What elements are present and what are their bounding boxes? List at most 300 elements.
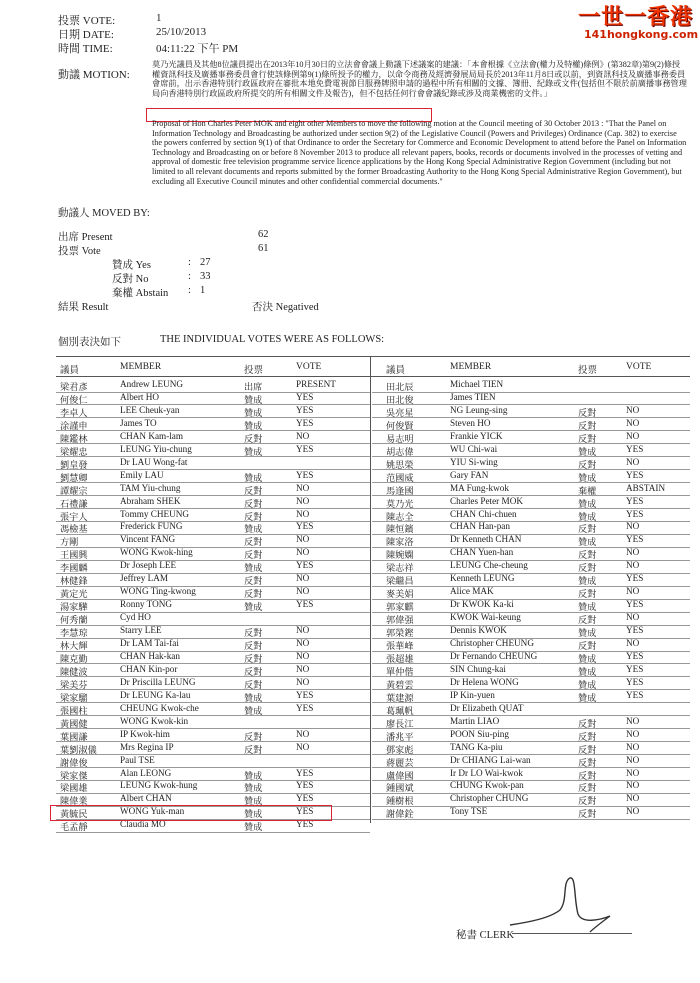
member-name-en: WONG Kwok-kin (120, 715, 189, 726)
member-name-en: CHUNG Kwok-pan (450, 780, 524, 791)
vote-en: YES (296, 443, 314, 454)
member-name-zh: 李國麟 (60, 563, 88, 574)
vote-zh: 反對 (578, 420, 597, 431)
vote-zh: 反對 (578, 589, 597, 600)
member-name-zh: 鍾國斌 (386, 783, 414, 794)
header-zh-vote-right: 投票 (578, 366, 598, 376)
vote-zh: 贊成 (244, 692, 263, 703)
table-row (372, 483, 690, 497)
vote-en: YES (296, 417, 314, 428)
table-row (372, 806, 690, 820)
member-name-en: WONG Yuk-man (120, 806, 185, 817)
vote-en: NO (626, 728, 640, 739)
table-row (372, 573, 690, 587)
member-name-en: IP Kin-yuen (450, 689, 495, 700)
member-name-en: CHAN Han-pan (450, 521, 510, 532)
vote-zh: 反對 (244, 537, 263, 548)
member-name-zh: 郭偉强 (386, 615, 414, 626)
vote-en: YES (626, 495, 644, 506)
vote-en: NO (626, 612, 640, 623)
table-row (56, 483, 370, 497)
member-name-zh: 張超雄 (386, 653, 414, 664)
member-name-en: James TIEN (450, 391, 496, 402)
member-name-en: Dr Joseph LEE (120, 560, 177, 571)
vote-en: NO (626, 586, 640, 597)
moved-by-label: 動議人 MOVED BY: (58, 208, 150, 219)
member-name-zh: 潘兆平 (386, 731, 414, 742)
member-name-zh: 謝偉銓 (386, 809, 414, 820)
yes-count: 27 (200, 257, 211, 268)
vote-zh: 贊成 (244, 796, 263, 807)
member-name-zh: 李慧琼 (60, 628, 88, 639)
member-name-zh: 胡志偉 (386, 446, 414, 457)
vote-en: NO (626, 430, 640, 441)
vote-en: YES (626, 599, 644, 610)
vote-zh: 贊成 (244, 705, 263, 716)
present-label: 出席 Present (58, 232, 113, 243)
member-name-en: WONG Kwok-hing (120, 547, 193, 558)
motion-zh-main: 莫乃光議員及其他8位議員提出在2013年10月30日的立法會會議上動議下述議案的建議：「本會根據《立法會(權力及特權)條例》(第382章)第9(2)條授權資訊科技及廣播事務委員會行使該條例第9(1)條所授予的權力，以命令商務及經濟發展局局長於2013年11月8日或以前，到資訊科技及廣播事務委員會席前，出示香港特別行政區政府在審批本地免費電視節目服務牌照申請的過程中所有相關的文據、簿冊、紀錄或文件(包括但不限於前廣播事務管理局向香港特別行政區政府所提交的所有相關文件及報告)， (152, 60, 687, 98)
table-row (56, 586, 370, 600)
member-name-zh: 劉慧卿 (60, 472, 88, 483)
member-name-en: Dennis KWOK (450, 625, 507, 636)
table-row (56, 521, 370, 535)
member-name-en: Alice MAK (450, 586, 494, 597)
header-zh-member-right: 議員 (386, 366, 406, 376)
header-vote-right: VOTE (626, 362, 652, 372)
vote-en: NO (296, 430, 310, 441)
member-name-zh: 葉劉淑儀 (60, 744, 97, 755)
member-name-zh: 盧偉國 (386, 770, 414, 781)
vote-zh: 反對 (578, 524, 597, 535)
table-row (56, 729, 370, 743)
vote-en: YES (296, 806, 314, 817)
member-name-en: Ir Dr LO Wai-kwok (450, 767, 523, 778)
member-name-en: Dr LAM Tai-fai (120, 638, 179, 648)
vote-zh: 反對 (244, 679, 263, 690)
member-name-en: Dr LAU Wong-fat (120, 456, 188, 467)
vote-zh: 贊成 (578, 692, 597, 703)
vote-zh: 贊成 (578, 628, 597, 639)
table-row (372, 496, 690, 510)
row-rule (372, 819, 690, 820)
header-zh-member-left: 議員 (60, 366, 80, 376)
vote-zh: 反對 (578, 718, 597, 729)
member-name-zh: 何俊賢 (386, 420, 414, 431)
member-name-en: Michael TIEN (450, 379, 504, 389)
vote-en: YES (296, 391, 314, 402)
vote-en: NO (296, 728, 310, 739)
member-name-zh: 黃碧雲 (386, 679, 414, 690)
table-row (372, 755, 690, 769)
member-name-zh: 梁耀忠 (60, 446, 88, 457)
vote-zh: 贊成 (578, 679, 597, 690)
table-row (56, 392, 370, 406)
member-name-en: NG Leung-sing (450, 404, 508, 415)
vote-zh: 贊成 (244, 563, 263, 574)
member-name-zh: 梁國雄 (60, 783, 88, 794)
member-name-zh: 葉建源 (386, 692, 414, 703)
vote-en: NO (626, 547, 640, 558)
vote-zh: 反對 (578, 783, 597, 794)
table-row (372, 612, 690, 626)
member-name-en: Dr CHIANG Lai-wan (450, 754, 531, 765)
vote-zh: 贊成 (578, 537, 597, 548)
member-name-en: CHAN Yuen-han (450, 547, 514, 558)
table-row (56, 457, 370, 471)
member-name-en: James TO (120, 417, 157, 428)
colon: : (188, 257, 191, 268)
member-name-en: Steven HO (450, 417, 491, 428)
vote-zh: 反對 (578, 550, 597, 561)
logo-brand: 一世一香港 (578, 5, 694, 30)
no-count: 33 (200, 271, 211, 282)
vote-en: NO (626, 417, 640, 428)
member-name-en: CHEUNG Kwok-che (120, 702, 199, 713)
vote-zh: 贊成 (244, 524, 263, 535)
table-row (56, 547, 370, 561)
member-name-en: CHAN Kin-por (120, 663, 178, 674)
table-row (56, 418, 370, 432)
vote-en: NO (296, 676, 310, 687)
member-name-en: Gary FAN (450, 469, 489, 480)
logo-site: 141hongkong.com (584, 28, 699, 41)
table-row (56, 379, 370, 393)
table-row (372, 509, 690, 523)
table-row (56, 755, 370, 769)
member-name-zh: 葛珮帆 (386, 705, 414, 716)
member-name-zh: 廖長江 (386, 718, 414, 729)
table-row (56, 573, 370, 587)
member-name-zh: 張華峰 (386, 641, 414, 651)
member-name-en: POON Siu-ping (450, 728, 509, 739)
member-name-en: Abraham SHEK (120, 495, 181, 506)
clerk-label: 秘書 CLERK (456, 930, 515, 941)
member-name-en: Martin LIAO (450, 715, 500, 726)
table-top-rule (56, 356, 690, 357)
colon: : (188, 271, 191, 282)
vote-zh: 反對 (578, 770, 597, 781)
table-row (56, 768, 370, 782)
member-name-zh: 陳偉業 (60, 796, 88, 807)
vote-zh: 反對 (244, 498, 263, 509)
table-row (372, 780, 690, 794)
table-row (372, 742, 690, 756)
date-label: 日期 DATE: (58, 29, 114, 41)
table-row (372, 405, 690, 419)
table-row (372, 444, 690, 458)
member-name-en: WONG Ting-kwong (120, 586, 196, 597)
header-zh-vote-left: 投票 (244, 366, 264, 376)
member-name-en: LEUNG Kwok-hung (120, 780, 198, 791)
vote-en: NO (296, 638, 310, 648)
table-row (372, 677, 690, 691)
vote-en: YES (626, 625, 644, 636)
table-row (372, 431, 690, 445)
vote-en: NO (296, 508, 310, 519)
member-name-zh: 陳恒鑌 (386, 524, 414, 535)
table-row (372, 651, 690, 665)
table-row (56, 677, 370, 691)
table-row (56, 612, 370, 626)
vote-zh: 反對 (578, 731, 597, 742)
highlight-box-wong-yuk-man (50, 805, 332, 821)
vote-zh: 反對 (578, 744, 597, 755)
member-name-en: TANG Ka-piu (450, 741, 503, 752)
table-row (372, 625, 690, 639)
member-name-zh: 陳健波 (60, 666, 88, 677)
vote-zh: 反對 (578, 641, 597, 651)
member-name-en: Cyd HO (120, 612, 151, 623)
member-name-en: TAM Yiu-chung (120, 482, 181, 493)
vote-en: NO (296, 741, 310, 752)
member-name-zh: 方剛 (60, 537, 79, 548)
individual-heading-zh: 個別表決如下 (58, 337, 121, 348)
vote-zh: 出席 (244, 382, 263, 392)
table-row (56, 405, 370, 419)
member-name-zh: 陳克勤 (60, 653, 88, 664)
table-row (56, 780, 370, 794)
vote-en: YES (296, 702, 314, 713)
table-row (56, 664, 370, 678)
table-row (56, 509, 370, 523)
vote-number-value: 1 (156, 12, 162, 24)
table-row (372, 418, 690, 432)
vote-en: ABSTAIN (626, 482, 666, 493)
member-name-en: Charles Peter MOK (450, 495, 523, 506)
member-name-en: CHAN Hak-kan (120, 650, 180, 661)
table-row (372, 768, 690, 782)
member-name-zh: 王國興 (60, 550, 88, 561)
vote-en: YES (626, 534, 644, 545)
vote-zh: 反對 (244, 550, 263, 561)
member-name-en: Kenneth LEUNG (450, 573, 515, 584)
member-name-zh: 鄧家彪 (386, 744, 414, 755)
table-row (372, 599, 690, 613)
vote-en: NO (626, 741, 640, 752)
vote-en: PRESENT (296, 379, 336, 389)
vote-zh: 反對 (244, 731, 263, 742)
member-name-en: Albert HO (120, 391, 160, 402)
member-name-en: Andrew LEUNG (120, 379, 184, 389)
member-name-en: SIN Chung-kai (450, 663, 506, 674)
member-name-zh: 易志明 (386, 433, 414, 444)
member-name-en: Claudia MO (120, 819, 166, 830)
abstain-label: 棄權 Abstain (112, 288, 169, 299)
member-name-zh: 張國柱 (60, 705, 88, 716)
vote-en: NO (626, 456, 640, 467)
vote-en: NO (626, 638, 640, 648)
table-row (372, 793, 690, 807)
member-name-en: Dr Kenneth CHAN (450, 534, 522, 545)
vote-zh: 反對 (578, 809, 597, 820)
member-name-zh: 陳志全 (386, 511, 414, 522)
vote-en: YES (296, 780, 314, 791)
table-row (56, 431, 370, 445)
member-name-en: Tony TSE (450, 806, 488, 817)
vote-en: NO (626, 767, 640, 778)
member-name-en: MA Fung-kwok (450, 482, 509, 493)
abstain-count: 1 (200, 285, 206, 296)
member-name-zh: 黃定光 (60, 589, 88, 600)
member-name-zh: 何俊仁 (60, 394, 88, 405)
member-name-en: Christopher CHEUNG (450, 638, 534, 648)
vote-en: YES (296, 404, 314, 415)
table-row (372, 664, 690, 678)
member-name-zh: 黃毓民 (60, 809, 88, 820)
vote-en: NO (626, 754, 640, 765)
table-row (372, 716, 690, 730)
vote-zh: 贊成 (244, 822, 263, 833)
member-name-en: Dr Priscilla LEUNG (120, 676, 196, 687)
vote-zh: 贊成 (578, 576, 597, 587)
vote-zh: 贊成 (244, 420, 263, 431)
result-value: 否決 Negatived (252, 302, 319, 313)
table-row (56, 444, 370, 458)
vote-zh: 贊成 (244, 602, 263, 613)
vote-number-label: 投票 VOTE: (58, 15, 116, 27)
vote-en: YES (626, 573, 644, 584)
member-name-en: CHAN Kam-lam (120, 430, 184, 441)
header-member-right: MEMBER (450, 362, 492, 372)
vote-zh: 反對 (244, 485, 263, 496)
vote-zh: 贊成 (244, 472, 263, 483)
site-logo (578, 0, 699, 48)
vote-en: YES (626, 676, 644, 687)
member-name-en: Vincent FANG (120, 534, 176, 545)
member-name-zh: 姚思榮 (386, 459, 414, 470)
member-name-en: Starry LEE (120, 625, 162, 636)
member-name-zh: 黃國健 (60, 718, 88, 729)
time-value: 04:11:22 下午 PM (156, 43, 239, 55)
motion-text-en: Proposal of Hon Charles Peter MOK and eight other Members to move the following motion at the Council meeting of 30 October 2013 : "That the Panel on Information Technology and Broadcasting be authorized under section 9(2) of the Legislative Council (Powers and Privileges) Ordinance (Cap. 382) to exercise the powers conferred by section 9(1) of that Ordinance to order the Secretary for Commerce and Economic Development to attend before the Panel on Information Technology and Broadcasting on or before 8 November 2013 to produce all relevant papers, books, records or documents involved in the processes of vetting and approval of domestic free television programme service licence applications by the Hong Kong Special Administrative Region Government (including but not limited to all relevant documents and reports submitted by the former Broadcasting Authority to the Hong Kong Special Administrative Region Government), but excluding all Executive Council minutes and other confidential commercial documents." (152, 119, 687, 186)
vote-zh: 反對 (578, 433, 597, 444)
vote-zh: 反對 (244, 744, 263, 755)
table-row (372, 379, 690, 393)
table-row (56, 599, 370, 613)
vote-zh: 贊成 (578, 446, 597, 457)
member-name-zh: 麥美娟 (386, 589, 414, 600)
vote-zh: 反對 (578, 615, 597, 626)
member-name-zh: 田北俊 (386, 394, 414, 405)
header-vote-left: VOTE (296, 362, 322, 372)
vote-zh: 贊成 (578, 653, 597, 664)
vote-zh: 贊成 (578, 498, 597, 509)
vote-en: NO (626, 780, 640, 791)
member-name-zh: 郭榮鏗 (386, 628, 414, 639)
vote-en: YES (296, 819, 314, 830)
table-row (56, 470, 370, 484)
member-name-en: CHAN Chi-chuen (450, 508, 517, 519)
member-name-zh: 梁家傑 (60, 770, 88, 781)
member-name-zh: 湯家驊 (60, 602, 88, 613)
vote-zh: 贊成 (244, 770, 263, 781)
member-name-en: Dr Elizabeth QUAT (450, 702, 524, 713)
vote-en: NO (296, 547, 310, 558)
table-row (372, 586, 690, 600)
table-row (372, 470, 690, 484)
vote-en: YES (296, 521, 314, 532)
vote-en: YES (296, 767, 314, 778)
header-member-left: MEMBER (120, 362, 162, 372)
member-name-zh: 馮檢基 (60, 524, 88, 535)
table-row (372, 703, 690, 717)
vote-en: NO (296, 663, 310, 674)
vote-zh: 反對 (578, 563, 597, 574)
vote-en: YES (626, 443, 644, 454)
member-name-en: Christopher CHUNG (450, 793, 529, 804)
member-name-zh: 單仲偕 (386, 666, 414, 677)
vote-en: NO (626, 560, 640, 571)
table-row (56, 496, 370, 510)
time-label: 時間 TIME: (58, 43, 113, 55)
vote-zh: 贊成 (244, 783, 263, 794)
vote-zh: 贊成 (244, 394, 263, 405)
vote-en: NO (296, 625, 310, 636)
yes-label: 贊成 Yes (112, 260, 151, 271)
vote-en: NO (296, 495, 310, 506)
member-name-zh: 張宇人 (60, 511, 88, 522)
vote-en: YES (626, 508, 644, 519)
member-name-en: Paul TSE (120, 754, 155, 765)
member-name-en: Frankie YICK (450, 430, 503, 441)
vote-en: YES (296, 689, 314, 700)
member-name-zh: 梁君彥 (60, 382, 88, 392)
member-name-en: Dr Fernando CHEUNG (450, 650, 538, 661)
table-row (56, 819, 370, 833)
vote-en: YES (626, 663, 644, 674)
table-row (56, 690, 370, 704)
table-row (372, 392, 690, 406)
vote-zh: 反對 (244, 511, 263, 522)
table-row (372, 560, 690, 574)
vote-en: YES (296, 793, 314, 804)
table-row (372, 521, 690, 535)
table-row (56, 534, 370, 548)
table-row (372, 457, 690, 471)
table-row (56, 560, 370, 574)
member-name-zh: 鍾樹根 (386, 796, 414, 807)
member-name-zh: 梁志祥 (386, 563, 414, 574)
member-name-en: LEE Cheuk-yan (120, 404, 180, 415)
table-row (56, 703, 370, 717)
member-name-zh: 陳家洛 (386, 537, 414, 548)
vote-count-value: 61 (258, 243, 269, 254)
table-header-rule (56, 376, 690, 377)
member-name-en: IP Kwok-him (120, 728, 170, 739)
member-name-zh: 林大輝 (60, 641, 88, 651)
member-name-zh: 葉國謙 (60, 731, 88, 742)
member-name-zh: 吳亮星 (386, 407, 414, 418)
member-name-en: Mrs Regina IP (120, 741, 174, 752)
member-name-zh: 馬逢國 (386, 485, 414, 496)
table-row (372, 638, 690, 652)
present-value: 62 (258, 229, 269, 240)
member-name-zh: 李卓人 (60, 407, 88, 418)
vote-zh: 贊成 (578, 666, 597, 677)
table-row (372, 547, 690, 561)
table-row (372, 729, 690, 743)
member-name-en: LEUNG Che-cheung (450, 560, 528, 571)
vote-zh: 贊成 (244, 407, 263, 418)
member-name-zh: 梁美芬 (60, 679, 88, 690)
vote-en: NO (626, 793, 640, 804)
vote-zh: 反對 (244, 666, 263, 677)
vote-en: NO (296, 650, 310, 661)
member-name-zh: 梁繼昌 (386, 576, 414, 587)
member-name-zh: 涂謹申 (60, 420, 88, 431)
member-name-en: Frederick FUNG (120, 521, 183, 532)
